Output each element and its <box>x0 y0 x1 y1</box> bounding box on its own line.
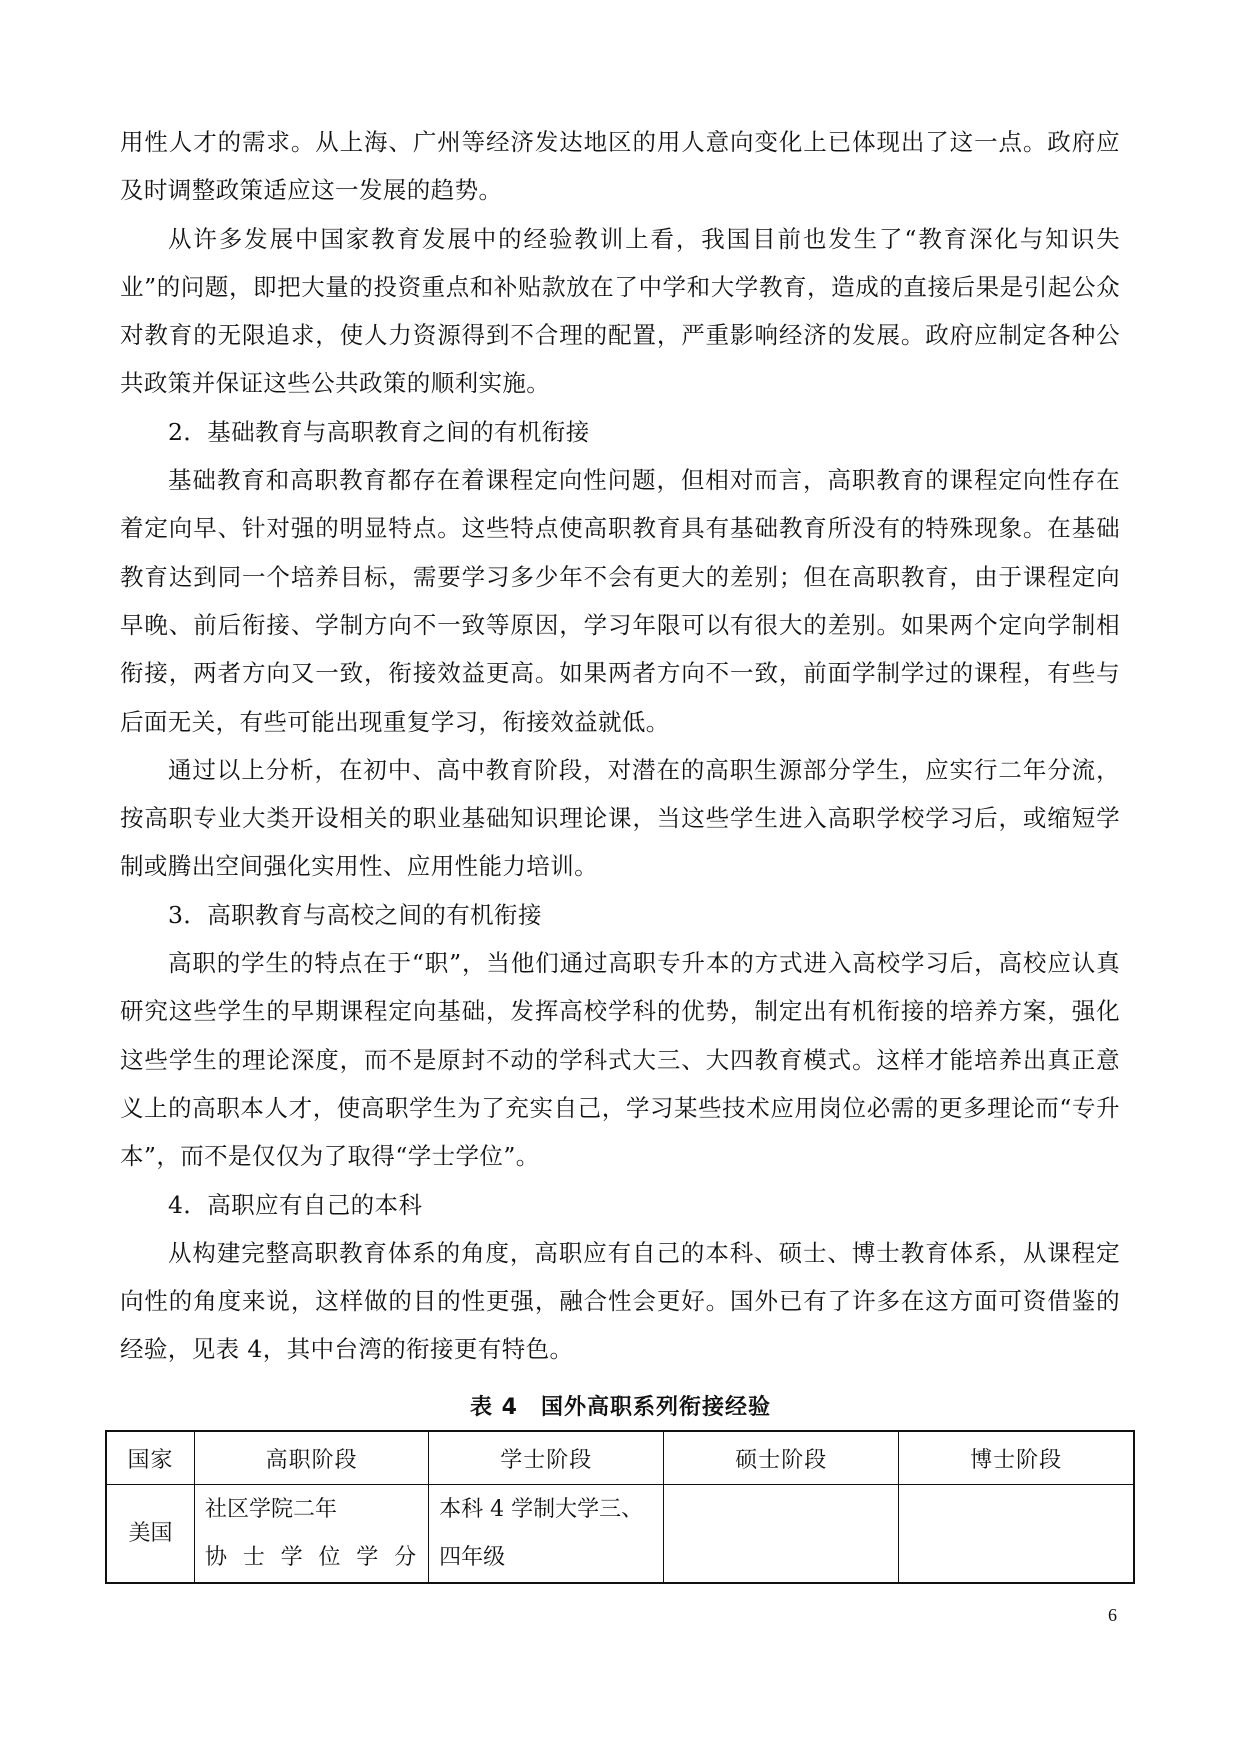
cell-line: 协士学位学分 <box>205 1544 419 1570</box>
table-caption: 表 4 国外高职系列衔接经验 <box>470 1395 771 1420</box>
paragraph: 基础教育和高职教育都存在着课程定向性问题，但相对而言，高职教育的课程定向性存在着定向早、针对强的明显特点。这些特点使高职教育具有基础教育所没有的特殊现象。在基础教育达到同一个培养目标，需要学习多少年不会有更大的差别；但在高职教育，由于课程定向早晚、前后衔接、学制方向不一致等原因，学习年限可以有很大的差别。如果两个定向学制相衔接，两者方向又一致，衔接效益更高。如果两者方向不一致，前面学制学过的课程，有些与后面无关，有些可能出现重复学习，衔接效益就低。 <box>120 466 1120 736</box>
paragraph: 通过以上分析，在初中、高中教育阶段，对潜在的高职生源部分学生，应实行二年分流，按高职专业大类开设相关的职业基础知识理论课，当这些学生进入高职学校学习后，或缩短学制或腾出空间强化实用性、应用性能力培训。 <box>120 755 1120 881</box>
section-heading: 2．基础教育与高职教育之间的有机衔接 <box>168 417 590 446</box>
paragraph: 从许多发展中国家教育发展中的经验教训上看，我国目前也发生了“教育深化与知识失业”的问题，即把大量的投资重点和补贴款放在了中学和大学教育，造成的直接后果是引起公众对教育的无限追求，使人力资源得到不合理的配置，严重影响经济的发展。政府应制定各种公共政策并保证这些公共政策的顺利实施。 <box>120 224 1120 398</box>
paragraph: 高职的学生的特点在于“职”，当他们通过高职专升本的方式进入高校学习后，高校应认真研究这些学生的早期课程定向基础，发挥高校学科的优势，制定出有机衔接的培养方案，强化这些学生的理论深度，而不是原封不动的学科式大三、大四教育模式。这样才能培养出真正意义上的高职本人才，使高职学生为了充实自己，学习某些技术应用岗位必需的更多理论而“专升本”，而不是仅仅为了取得“学士学位”。 <box>120 949 1120 1171</box>
header-doctor-stage: 博士阶段 <box>899 1431 1134 1485</box>
table-header-row <box>106 1431 1134 1485</box>
cell-vocational-stage <box>195 1485 429 1584</box>
table-row <box>106 1485 1134 1584</box>
page-number: 6 <box>1108 1605 1117 1625</box>
body-text <box>120 118 1120 1374</box>
header-vocational-stage: 高职阶段 <box>195 1431 429 1485</box>
cell-line: 社区学院二年 <box>205 1496 338 1522</box>
paragraph: 用性人才的需求。从上海、广州等经济发达地区的用人意向变化上已体现出了这一点。政府应及时调整政策适应这一发展的趋势。 <box>120 128 1120 205</box>
cell-line: 四年级 <box>439 1544 506 1570</box>
cell-country: 美国 <box>106 1485 195 1584</box>
cell-line: 本科 4 学制大学三、 <box>439 1496 644 1522</box>
header-bachelor-stage: 学士阶段 <box>429 1431 664 1485</box>
section-heading: 3．高职教育与高校之间的有机衔接 <box>168 900 542 929</box>
section-heading: 4．高职应有自己的本科 <box>168 1190 423 1219</box>
cell-master-stage <box>664 1485 899 1584</box>
comparison-table <box>105 1430 1135 1584</box>
cell-doctor-stage <box>899 1485 1134 1584</box>
header-country: 国家 <box>106 1431 195 1485</box>
header-master-stage: 硕士阶段 <box>664 1431 899 1485</box>
cell-bachelor-stage <box>429 1485 664 1584</box>
paragraph: 从构建完整高职教育体系的角度，高职应有自己的本科、硕士、博士教育体系，从课程定向性的角度来说，这样做的目的性更强，融合性会更好。国外已有了许多在这方面可资借鉴的经验，见表 4，其中台湾的衔接更有特色。 <box>120 1238 1120 1364</box>
